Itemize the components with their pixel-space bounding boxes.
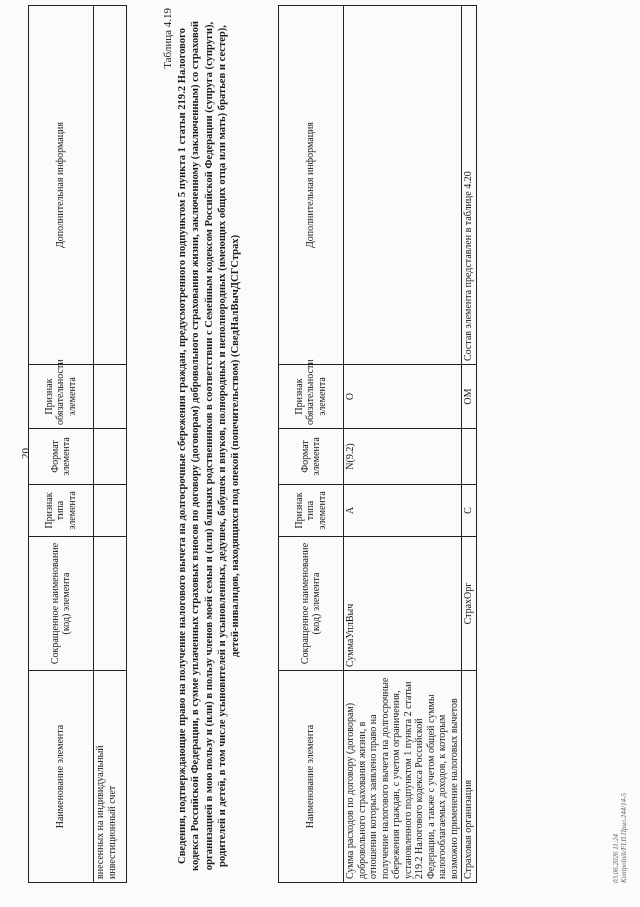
table-caption: Сведения, подтверждающие право на получение налогового вычета на долгосрочные сбережения граждан, предусмотренного подпунктом 5 пункта 1 статьи 219.2 Налогового кодекса Российской Федерации, в сумме уплаченных страховых взносов по договору (договорам) добровольного страхования жизни, заключенному (заключенным) со страховой организацией в мою пользу и (или) в пользу членов моей семьи и (или) близких родственников в соответствии с Семейным кодексом Российской Федерации (супруга (супруги), родителей и детей, в том числе усыновителей и усыновленных, дедушек, бабушек и внуков, полнородных и неполнородных (имеющих общих отца или мать) братьев и сестер), детей-инвалидов, находящихся под опекой (попечительством) (СведНалВычДСГСтрах) xyxy=(177,20,242,872)
cell-type-flag xyxy=(94,485,127,537)
table-row xyxy=(462,6,477,883)
header-short-name: Сокращенное наименование (код) элемента xyxy=(279,537,344,671)
cell-additional-info xyxy=(344,6,462,365)
cell-mandatory-flag: О xyxy=(344,365,462,429)
cell-additional-info: Состав элемента представлен в таблице 4.20 xyxy=(462,6,477,365)
table-header-row xyxy=(279,6,344,883)
document-footer xyxy=(612,793,628,883)
cell-format: N(9.2) xyxy=(344,429,462,485)
cell-element-name: внесенных на индивидуальный инвестиционный счет xyxy=(94,671,127,883)
header-element-name: Наименование элемента xyxy=(279,671,344,883)
table-number: Таблица 4.19 xyxy=(162,8,174,69)
header-additional-info: Дополнительная информация xyxy=(279,6,344,365)
cell-mandatory-flag: ОМ xyxy=(462,365,477,429)
header-short-name: Сокращенное наименование (код) элемента xyxy=(29,537,94,671)
cell-format xyxy=(94,429,127,485)
table-row xyxy=(94,6,127,883)
elements-table-4-19 xyxy=(278,5,477,883)
table-row xyxy=(344,6,462,883)
table-header-row xyxy=(29,6,94,883)
cell-additional-info xyxy=(94,6,127,365)
header-format: Формат элемента xyxy=(29,429,94,485)
cell-short-name: СуммаУплВыч xyxy=(344,537,462,671)
header-mandatory-flag: Признак обязательности элемента xyxy=(279,365,344,429)
cell-short-name: СтрахОрг xyxy=(462,537,477,671)
cell-element-name: Сумма расходов по договору (договорам) добровольного страхования жизни, в отношении которых заявлено право на получение налогового вычета на долгосрочные сбережения граждан, с учетом ограничения, установленного подпунктом 1 пункта 2 статьи 219.2 Налогового кодекса Российской Федерации, а также с учетом общей суммы налогооблагаемых доходов, к которым возможно применение налоговых вычетов xyxy=(344,671,462,883)
footer-timestamp: 03.06.2026 11:24 xyxy=(612,833,620,883)
cell-mandatory-flag xyxy=(94,365,127,429)
header-element-name: Наименование элемента xyxy=(29,671,94,883)
cell-element-name: Страховая организация xyxy=(462,671,477,883)
elements-table-continued xyxy=(28,5,127,883)
header-type-flag: Признак типа элемента xyxy=(279,485,344,537)
cell-type-flag: С xyxy=(462,485,477,537)
cell-short-name xyxy=(94,537,127,671)
cell-type-flag: А xyxy=(344,485,462,537)
header-type-flag: Признак типа элемента xyxy=(29,485,94,537)
header-format: Формат элемента xyxy=(279,429,344,485)
header-mandatory-flag: Признак обязательности элемента xyxy=(29,365,94,429)
header-additional-info: Дополнительная информация xyxy=(29,6,94,365)
page-number: 20 xyxy=(20,448,32,459)
cell-format xyxy=(462,429,477,485)
footer-document-id: Kontpolnik/FI.II.Прил.244/14-5 xyxy=(620,793,629,883)
